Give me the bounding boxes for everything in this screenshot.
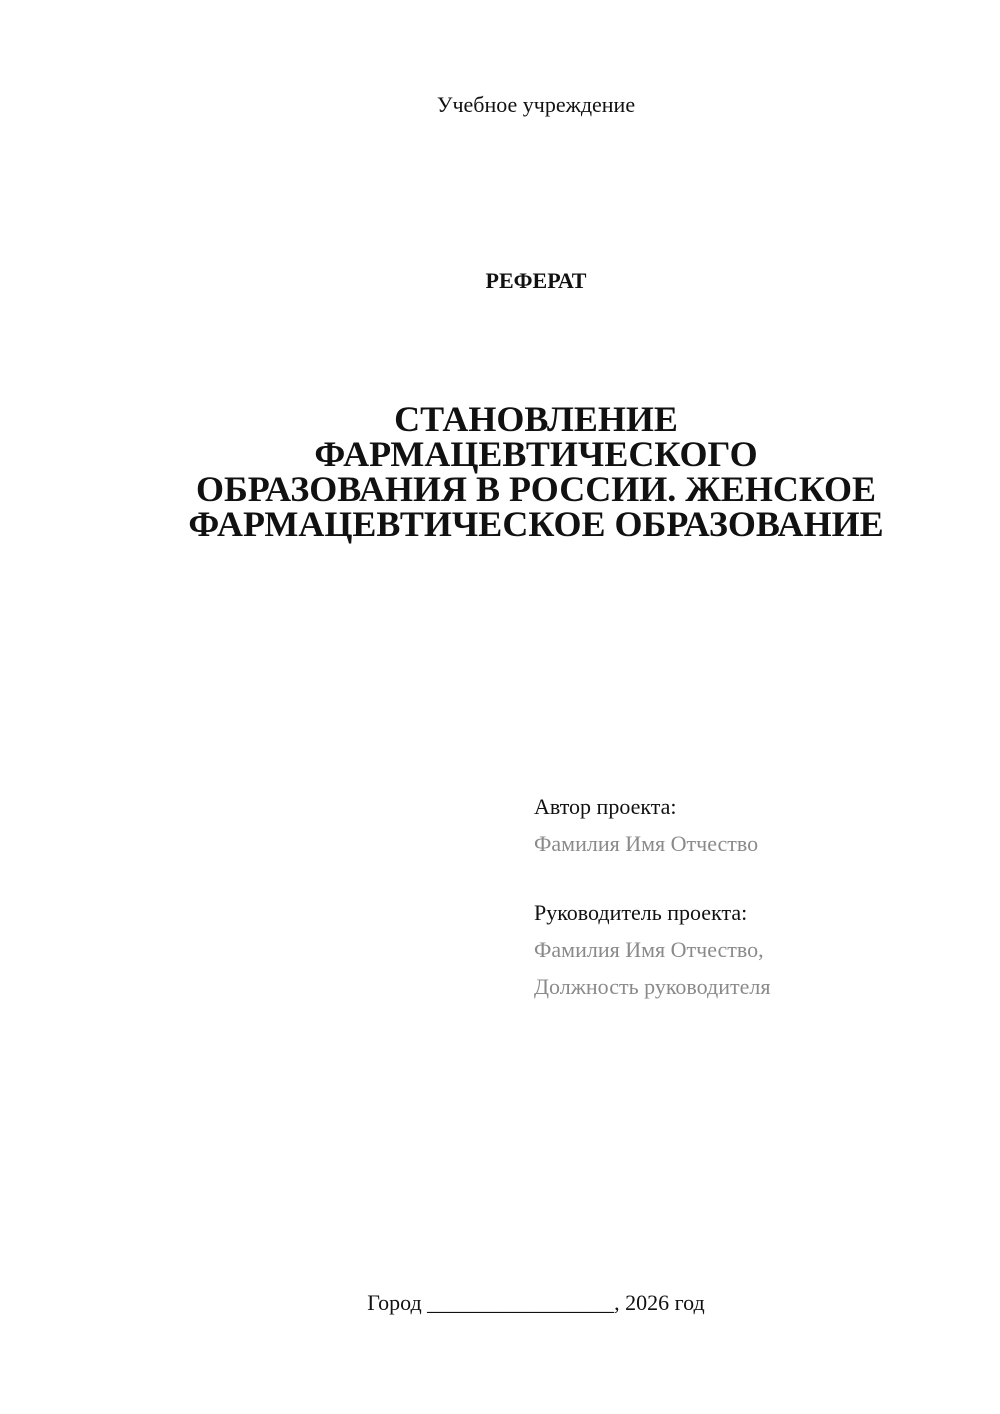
spacer <box>534 862 974 894</box>
title-line: ФАРМАЦЕВТИЧЕСКОЕ ОБРАЗОВАНИЕ <box>188 504 884 544</box>
institution-name: Учебное учреждение <box>436 92 636 117</box>
title-line: СТАНОВЛЕНИЕ <box>394 399 678 439</box>
city-year-line: Город _________________, 2026 год <box>367 1290 705 1315</box>
supervisor-name: Фамилия Имя Отчество, <box>534 937 764 962</box>
author-label: Автор проекта: <box>534 794 677 819</box>
credits-block <box>534 788 974 1005</box>
supervisor-position: Должность руководителя <box>534 974 771 999</box>
author-name: Фамилия Имя Отчество <box>534 831 759 856</box>
title-line: ОБРАЗОВАНИЯ В РОССИИ. ЖЕНСКОЕ <box>195 469 877 509</box>
document-title <box>100 399 972 544</box>
title-line: ФАРМАЦЕВТИЧЕСКОГО <box>314 434 758 474</box>
supervisor-label: Руководитель проекта: <box>534 900 748 925</box>
document-type: РЕФЕРАТ <box>485 268 587 293</box>
